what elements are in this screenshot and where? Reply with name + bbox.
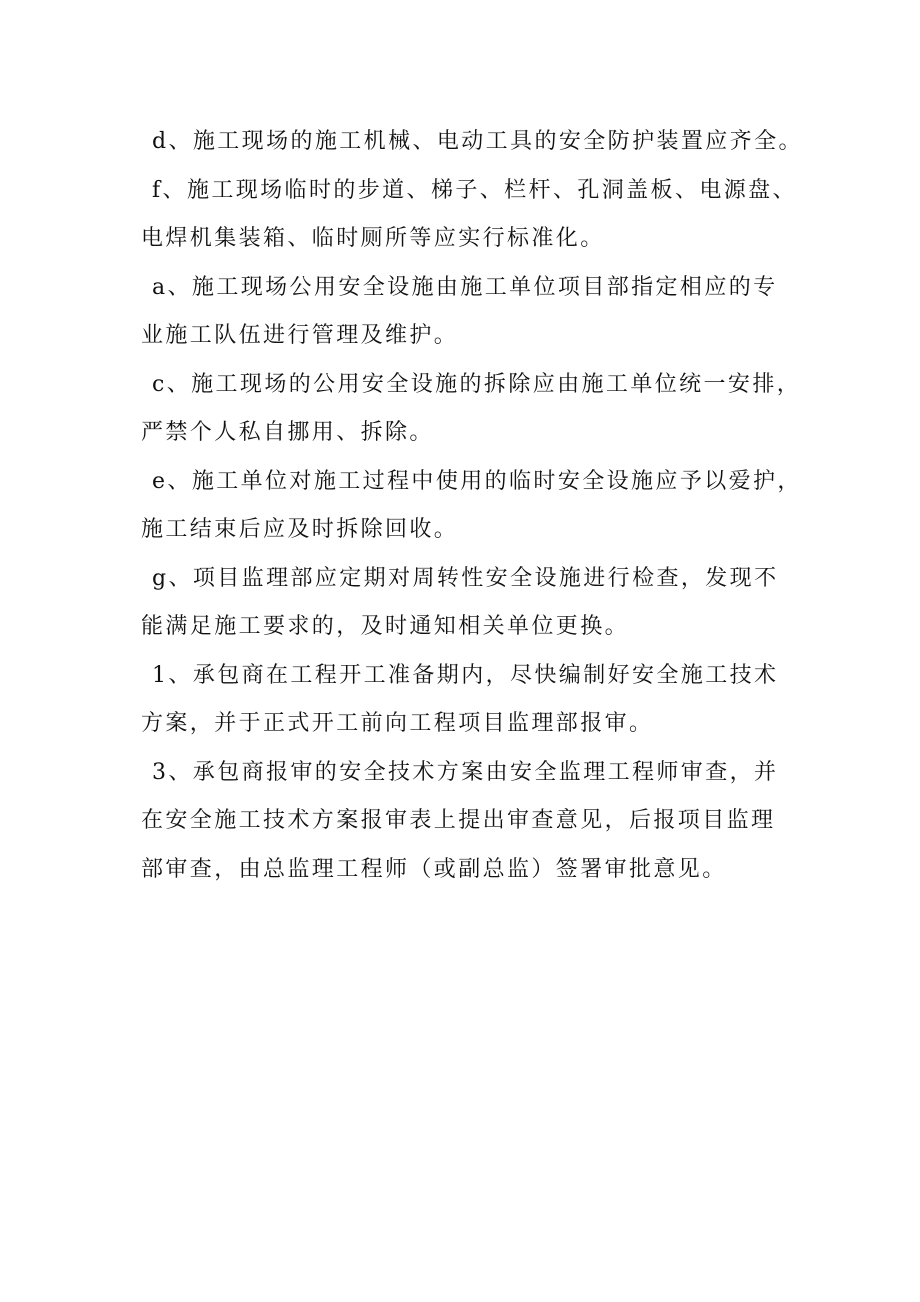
- paragraph-line: 能满足施工要求的，及时通知相关单位更换。: [141, 614, 630, 639]
- paragraph-line: 部审查，由总监理工程师（或副总监）签署审批意见。: [141, 856, 727, 882]
- paragraph-line: 电焊机集装箱、临时厕所等应实行标准化。: [141, 226, 605, 251]
- paragraph-line: 在安全施工技术方案报审表上提出审查意见，后报项目监理: [141, 808, 776, 833]
- paragraph-line: 严禁个人私自挪用、拆除。: [141, 420, 434, 445]
- paragraph-c: [141, 361, 802, 458]
- paragraph-line: g、项目监理部应定期对周转性安全设施进行检查，发现不: [152, 565, 779, 591]
- paragraph-1: [141, 652, 781, 749]
- paragraph-line: 施工结束后应及时拆除回收。: [141, 517, 459, 542]
- paragraph-line: c、施工现场的公用安全设施的拆除应由施工单位统一安排，: [152, 371, 802, 397]
- paragraph-f: [141, 167, 797, 264]
- paragraph-line: f、施工现场临时的步道、梯子、栏杆、孔洞盖板、电源盘、: [152, 177, 797, 203]
- paragraph-a: [141, 264, 781, 361]
- paragraph-line: 方案，并于正式开工前向工程项目监理部报审。: [141, 711, 654, 736]
- paragraph-line: 业施工队伍进行管理及维护。: [141, 323, 459, 348]
- paragraph-e: [141, 458, 802, 555]
- paragraph-line: e、施工单位对施工过程中使用的临时安全设施应予以爱护，: [152, 468, 802, 494]
- paragraph-g: [141, 555, 781, 652]
- paragraph-d: [141, 118, 803, 167]
- paragraph-line: 1、承包商在工程开工准备期内，尽快编制好安全施工技术: [152, 662, 779, 688]
- paragraph-line: a、施工现场公用安全设施由施工单位项目部指定相应的专: [152, 274, 778, 300]
- paragraph-line: d、施工现场的施工机械、电动工具的安全防护装置应齐全。: [152, 129, 803, 154]
- document-body: [141, 118, 803, 894]
- paragraph-line: 3、承包商报审的安全技术方案由安全监理工程师审查，并: [152, 759, 779, 785]
- paragraph-3: [141, 749, 781, 895]
